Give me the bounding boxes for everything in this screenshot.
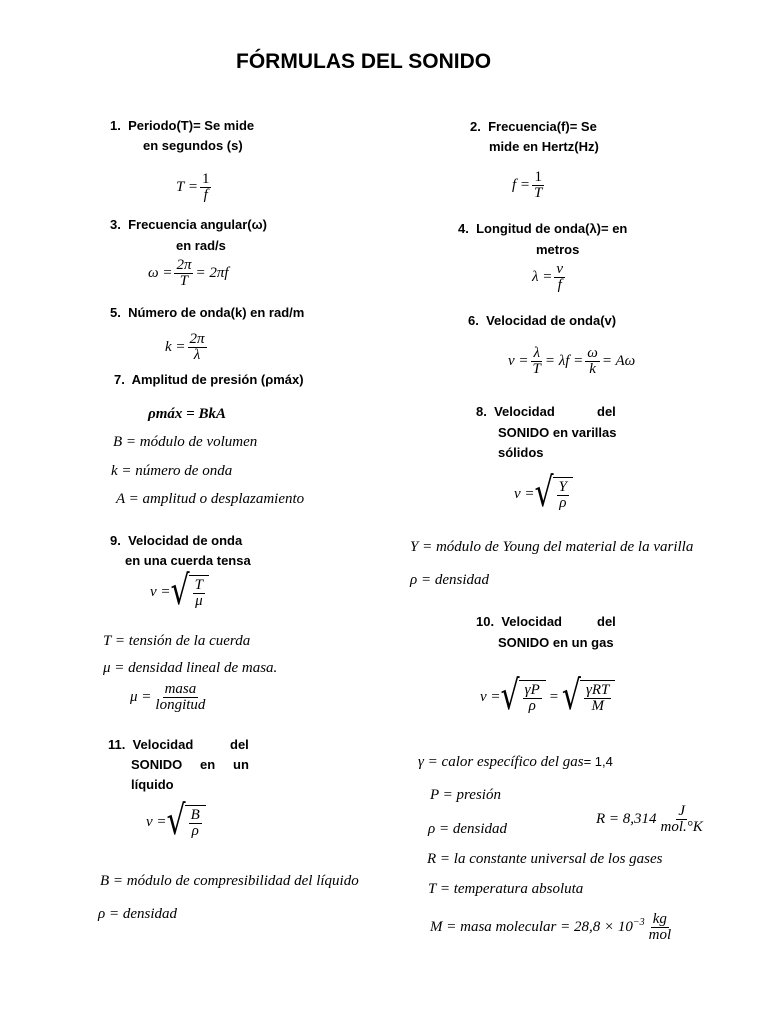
formula-1-numerator: 1 (201, 171, 210, 187)
formula-4-number: 4. (458, 221, 469, 236)
formula-9-heading (110, 531, 242, 551)
formula-10-r-numerator: J (678, 803, 686, 819)
formula-3-lhs: ω = (148, 265, 173, 281)
formula-3-denominator: T (179, 273, 189, 289)
formula-10-r-equation (596, 804, 707, 835)
formula-11-line1b: del (230, 737, 249, 752)
formula-4-lhs: λ = (532, 269, 553, 285)
formula-5-line1: Número de onda(k) en rad/m (128, 305, 305, 320)
formula-8-fraction (557, 480, 569, 511)
formula-7-number: 7. (114, 372, 125, 387)
formula-7-heading (114, 370, 304, 390)
formula-11-numerator: B (190, 807, 200, 823)
formula-1-lhs: T = (176, 179, 198, 195)
formula-2-fraction (532, 170, 544, 201)
formula-1-number: 1. (110, 118, 121, 133)
formula-2-equation (512, 170, 546, 201)
formula-2-denominator: T (534, 185, 543, 201)
sqrt-symbol-icon: √ (500, 672, 520, 720)
formula-8-number: 8. (476, 404, 487, 419)
formula-10-m-fraction (647, 912, 674, 943)
formula-5-heading (110, 303, 304, 323)
formula-11-line3: líquido (131, 777, 174, 792)
formula-6-fraction-2 (585, 346, 600, 377)
formula-9-mu-numerator: masa (164, 681, 197, 697)
formula-8-line2: SONIDO en varillas (498, 425, 617, 440)
formula-10-heading (476, 612, 562, 632)
formula-1-denominator: f (203, 187, 208, 203)
formula-6-numerator-2: ω (587, 345, 598, 361)
formula-8-sqrt (534, 469, 573, 517)
formula-8-equation (514, 469, 573, 517)
formula-1-heading (110, 116, 254, 136)
formula-11-def-2: ρ = densidad (98, 906, 177, 922)
formula-10-gamma-row (418, 752, 613, 772)
formula-3-line2: en rad/s (176, 238, 226, 253)
formula-11-line2c: un (233, 757, 249, 772)
formula-4-equation (532, 262, 567, 293)
formula-9-mu-lhs: μ = (130, 689, 152, 705)
formula-10-t-def: T = temperatura absoluta (428, 881, 584, 897)
formula-5-number: 5. (110, 305, 121, 320)
sqrt-symbol-icon: √ (534, 469, 554, 517)
formula-6-denominator-1: T (532, 361, 541, 377)
formula-9-line1: Velocidad de onda (128, 533, 243, 548)
formula-7-def-2: k = número de onda (111, 463, 233, 479)
formula-9-def-1: T = tensión de la cuerda (103, 633, 251, 649)
formula-7-line1: Amplitud de presión (ρmáx) (131, 372, 304, 387)
formula-10-rho-def: ρ = densidad (428, 821, 507, 837)
formula-1-equation (176, 172, 213, 203)
formula-6-lhs: v = (508, 353, 529, 369)
formula-9-mu-denominator: longitud (155, 697, 206, 713)
formula-10-middle: = (548, 688, 559, 705)
formula-11-line2b: en (200, 757, 216, 772)
formula-10-denominator-1: ρ (528, 698, 536, 714)
formula-10-line1: Velocidad (501, 614, 563, 629)
formula-6-fraction-1 (531, 346, 543, 377)
formula-10-numerator-1: γP (524, 682, 540, 698)
formula-11-number: 11. (108, 737, 126, 752)
formula-10-m-lhs: M = masa molecular = 28,8 × 10 (430, 919, 633, 935)
formula-10-numerator-2: γRT (585, 682, 610, 698)
formula-1-line1: Periodo(T)= Se mide (128, 118, 255, 133)
formula-6-denominator-2: k (589, 361, 596, 377)
formula-9-mu-fraction (153, 682, 207, 713)
formula-8-lhs: v = (514, 485, 535, 502)
formula-9-lhs: v = (150, 583, 171, 600)
formula-10-r-fraction (659, 804, 705, 835)
formula-2-lhs: f = (512, 177, 531, 193)
formula-5-denominator: λ (193, 347, 201, 363)
formula-1-line2: en segundos (s) (143, 138, 243, 153)
formula-11-equation (146, 797, 206, 845)
formula-2-line2: mide en Hertz(Hz) (489, 139, 599, 154)
formula-4-line1: Longitud de onda(λ)= en (476, 221, 628, 236)
formula-10-line1b: del (597, 614, 616, 629)
formula-10-equation (480, 672, 615, 720)
formula-10-m-denominator: mol (648, 927, 672, 943)
formula-4-numerator: v (556, 261, 564, 277)
formula-10-number: 10. (476, 614, 495, 629)
formula-2-numerator: 1 (534, 169, 542, 185)
formula-10-denominator-2: M (591, 698, 604, 714)
formula-5-fraction (188, 332, 207, 363)
formula-9-equation (150, 567, 209, 615)
formula-10-p-def: P = presión (430, 787, 501, 803)
formula-4-line2: metros (536, 242, 580, 257)
formula-10-m-equation (430, 912, 675, 943)
formula-10-m-exponent: −3 (632, 917, 645, 928)
sqrt-symbol-icon: √ (166, 797, 186, 845)
formula-10-r-def: R = la constante universal de los gases (427, 851, 663, 867)
formula-10-gamma-value: = 1,4 (583, 754, 613, 769)
formula-3-number: 3. (110, 217, 121, 232)
sqrt-symbol-icon: √ (561, 672, 581, 720)
formula-9-def-2: μ = densidad lineal de masa. (103, 660, 278, 676)
formula-10-lhs: v = (480, 688, 501, 705)
formula-8-heading (476, 402, 555, 422)
formula-10-line2: SONIDO en un gas (498, 635, 614, 650)
formula-3-numerator: 2π (176, 257, 192, 273)
formula-9-denominator: μ (195, 593, 203, 609)
formula-8-line1: Velocidad (494, 404, 555, 419)
formula-3-rhs: = 2πf (195, 265, 229, 281)
formula-8-def-1: Y = módulo de Young del material de la varilla (410, 539, 694, 555)
formula-1-fraction (200, 172, 212, 203)
formula-11-heading (108, 735, 193, 755)
formula-9-mu-equation (130, 682, 209, 713)
formula-4-denominator: f (557, 277, 562, 293)
formula-9-sqrt (170, 567, 209, 615)
formula-10-sqrt-1 (500, 672, 546, 720)
formula-5-numerator: 2π (189, 331, 205, 347)
formula-3-heading (110, 215, 267, 235)
formula-6-number: 6. (468, 313, 479, 328)
formula-10-fraction-1 (523, 683, 542, 714)
formula-10-sqrt-2 (561, 672, 616, 720)
formula-10-r-lhs: R = 8,314 (596, 811, 657, 827)
formula-7-def-1: B = módulo de volumen (113, 434, 258, 450)
formula-2-heading (470, 117, 597, 137)
formula-2-number: 2. (470, 119, 481, 134)
formula-8-numerator: Y (558, 479, 567, 495)
formula-6-rhs: = Aω (601, 353, 636, 369)
formula-7-equation: ρmáx = BkA (148, 406, 226, 422)
formula-4-fraction (554, 262, 565, 293)
formula-8-def-2: ρ = densidad (410, 572, 489, 588)
formula-5-equation (165, 332, 209, 363)
formula-10-fraction-2 (584, 683, 611, 714)
formula-11-sqrt (166, 797, 206, 845)
formula-6-line1: Velocidad de onda(v) (486, 313, 617, 328)
formula-10-m-numerator: kg (652, 911, 667, 927)
formula-10-r-denominator: mol.°K (660, 819, 703, 835)
formula-11-lhs: v = (146, 813, 167, 830)
formula-3-equation (148, 258, 229, 289)
formula-9-line2: en una cuerda tensa (125, 553, 251, 568)
formula-6-equation (508, 346, 635, 377)
formula-6-heading (468, 311, 616, 331)
formula-11-def-1: B = módulo de compresibilidad del líquido (100, 873, 359, 889)
formula-11-denominator: ρ (191, 823, 199, 839)
formula-8-line1b: del (597, 404, 616, 419)
formula-9-numerator: T (194, 577, 203, 593)
formula-3-fraction (174, 258, 193, 289)
formula-5-lhs: k = (165, 339, 186, 355)
formula-11-line1: Velocidad (132, 737, 194, 752)
formula-11-fraction (189, 808, 202, 839)
page-title: FÓRMULAS DEL SONIDO (236, 50, 492, 73)
formula-6-numerator-1: λ (533, 345, 540, 361)
formula-6-middle: = λf = (544, 353, 584, 369)
formula-10-gamma-def: γ = calor específico del gas (418, 753, 584, 770)
formula-9-number: 9. (110, 533, 121, 548)
formula-9-fraction (193, 578, 205, 609)
formula-8-denominator: ρ (559, 495, 567, 511)
formula-7-def-3: A = amplitud o desplazamiento (116, 491, 305, 507)
sqrt-symbol-icon: √ (170, 567, 190, 615)
formula-4-heading (458, 219, 627, 239)
formula-3-line1: Frecuencia angular(ω) (128, 217, 267, 232)
formula-8-line3: sólidos (498, 445, 544, 460)
formula-2-line1: Frecuencia(f)= Se (488, 119, 597, 134)
formula-11-line2a: SONIDO (131, 757, 183, 772)
